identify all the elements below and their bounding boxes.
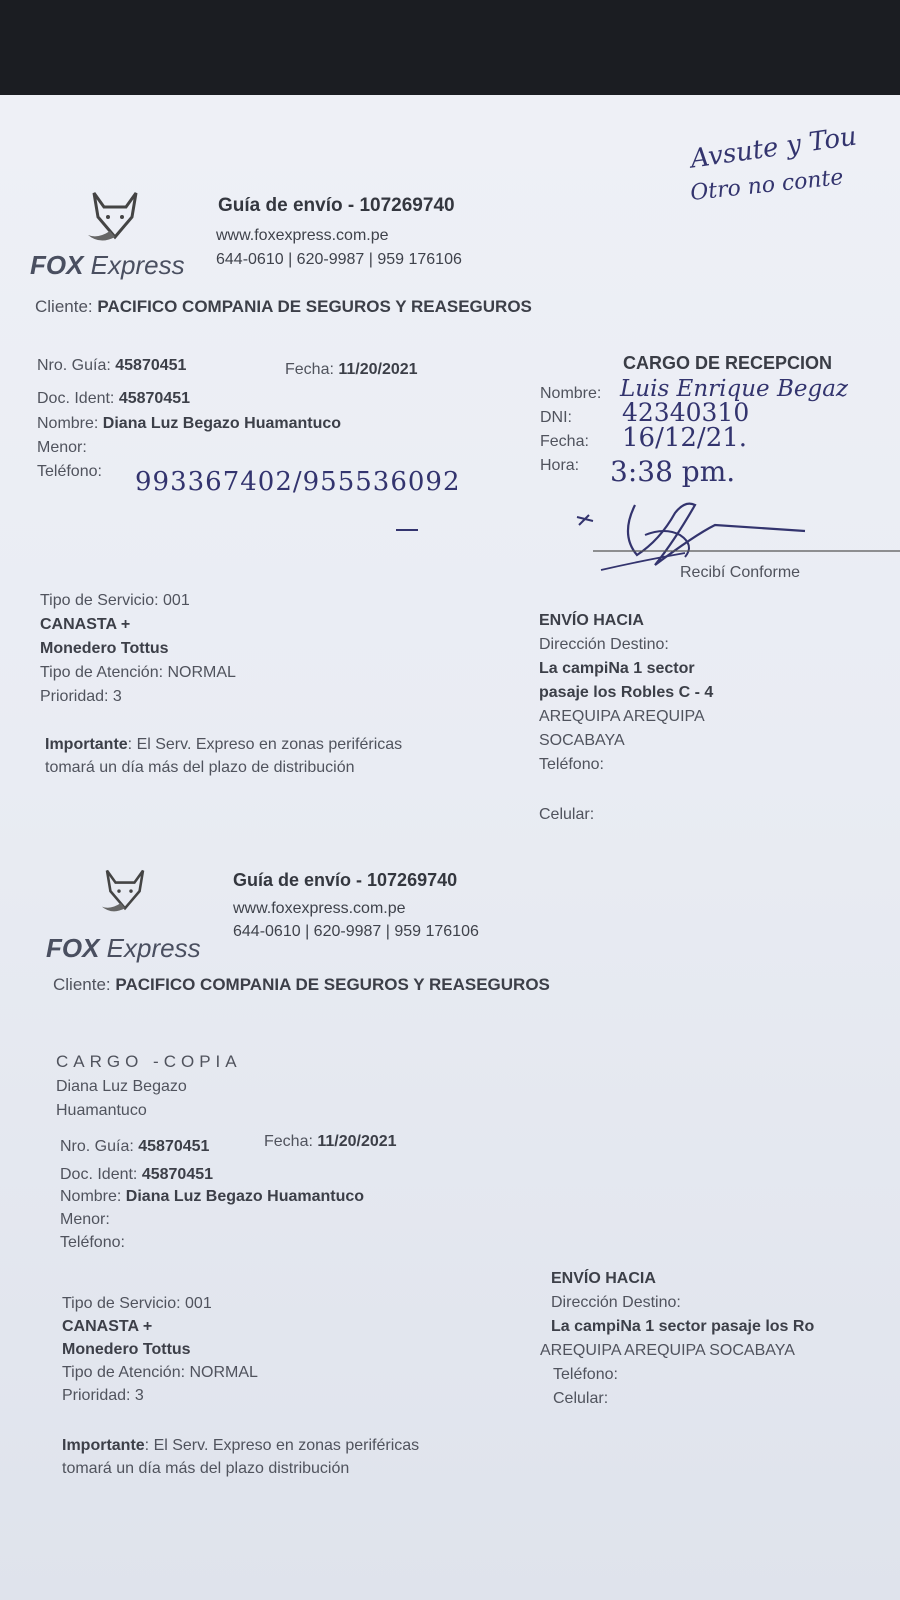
doc-ident: Doc. Ident: 45870451 [60, 1166, 214, 1183]
receipt-title: CARGO DE RECEPCION [623, 353, 833, 373]
important-notice-line2: tomará un día más del plazo distribución [62, 1460, 350, 1477]
guide-title: Guía de envío - 107269740 [233, 870, 458, 890]
receipt-hora-value: 3:38 pm. [610, 455, 736, 488]
destination-title: ENVÍO HACIA [539, 612, 644, 629]
fox-logo-icon [95, 865, 155, 919]
receipt-nombre-value: Luis Enrique Begaz [620, 376, 849, 402]
address-line2: pasaje los Robles C - 4 [539, 684, 714, 701]
menor-label: Menor: [37, 439, 87, 456]
prioridad: Prioridad: 3 [40, 688, 122, 705]
client-line: Cliente: PACIFICO COMPANIA DE SEGUROS Y REASEGUROS [53, 975, 550, 994]
phone-numbers: 644-0610 | 620-9987 | 959 176106 [216, 251, 462, 268]
doc-ident: Doc. Ident: 45870451 [37, 390, 191, 407]
direccion-label: Dirección Destino: [539, 636, 669, 653]
product-line1: CANASTA + [62, 1318, 153, 1335]
signature-caption: Recibí Conforme [680, 564, 801, 581]
product-line1: CANASTA + [40, 616, 131, 633]
tipo-atencion: Tipo de Atención: NORMAL [62, 1364, 258, 1381]
tipo-atencion: Tipo de Atención: NORMAL [40, 664, 236, 681]
destination-celular: Celular: [553, 1390, 609, 1407]
nro-guia: Nro. Guía: 45870451 [37, 357, 187, 374]
tipo-servicio: Tipo de Servicio: 001 [62, 1295, 212, 1312]
copy-title: CARGO -COPIA [56, 1052, 242, 1071]
destination-title: ENVÍO HACIA [551, 1270, 656, 1287]
important-notice: Importante: El Serv. Expreso en zonas periféricas [45, 736, 403, 753]
address-line1: La campiNa 1 sector [539, 660, 695, 677]
receipt-dni-value: 42340310 [622, 398, 750, 427]
city-line2: SOCABAYA [539, 732, 625, 749]
fox-logo-icon [80, 187, 150, 249]
product-line2: Monedero Tottus [62, 1341, 191, 1358]
website-link[interactable]: www.foxexpress.com.pe [216, 227, 389, 244]
website-link[interactable]: www.foxexpress.com.pe [233, 900, 406, 917]
handwritten-note-line1: Avsute y Tou [688, 121, 859, 175]
prioridad: Prioridad: 3 [62, 1387, 144, 1404]
receipt-hora-label: Hora: [540, 457, 580, 474]
product-line2: Monedero Tottus [40, 640, 169, 657]
direccion-label: Dirección Destino: [551, 1294, 681, 1311]
fox-express-logo: FOX Express [30, 250, 185, 280]
receipt-fecha-value: 16/12/21. [622, 423, 748, 453]
client-line: Cliente: PACIFICO COMPANIA DE SEGUROS Y REASEGUROS [35, 297, 532, 316]
phone-numbers: 644-0610 | 620-9987 | 959 176106 [233, 923, 479, 940]
nombre: Nombre: Diana Luz Begazo Huamantuco [60, 1188, 365, 1205]
menor-label: Menor: [60, 1211, 110, 1228]
fecha: Fecha: 11/20/2021 [264, 1133, 397, 1150]
telefono-label: Teléfono: [37, 463, 102, 480]
address-line1: La campiNa 1 sector pasaje los Ro [551, 1318, 815, 1335]
city-line1: AREQUIPA AREQUIPA SOCABAYA [540, 1342, 795, 1359]
guide-title: Guía de envío - 107269740 [218, 195, 455, 216]
tipo-servicio: Tipo de Servicio: 001 [40, 592, 190, 609]
shipping-document [0, 95, 900, 1600]
telefono-label: Teléfono: [60, 1234, 125, 1251]
destination-telefono: Teléfono: [539, 756, 604, 773]
important-notice: Importante: El Serv. Expreso en zonas periféricas [62, 1437, 420, 1454]
copy-name-line2: Huamantuco [56, 1102, 147, 1119]
handwritten-note-line2: Otro no conte [689, 165, 845, 206]
destination-celular: Celular: [539, 806, 595, 823]
nro-guia: Nro. Guía: 45870451 [60, 1138, 210, 1155]
handwritten-dash [396, 529, 418, 531]
destination-telefono: Teléfono: [553, 1366, 618, 1383]
receipt-dni-label: DNI: [540, 409, 572, 426]
city-line1: AREQUIPA AREQUIPA [539, 708, 705, 725]
important-notice-line2: tomará un día más del plazo de distribución [45, 759, 355, 776]
copy-name-line1: Diana Luz Begazo [56, 1078, 187, 1095]
nombre: Nombre: Diana Luz Begazo Huamantuco [37, 415, 342, 432]
receipt-nombre-label: Nombre: [540, 385, 602, 402]
receipt-fecha-label: Fecha: [540, 433, 589, 450]
telefono-handwritten: 993367402/955536092 [135, 467, 461, 497]
fecha: Fecha: 11/20/2021 [285, 361, 418, 378]
fox-express-logo: FOX Express [46, 933, 201, 963]
